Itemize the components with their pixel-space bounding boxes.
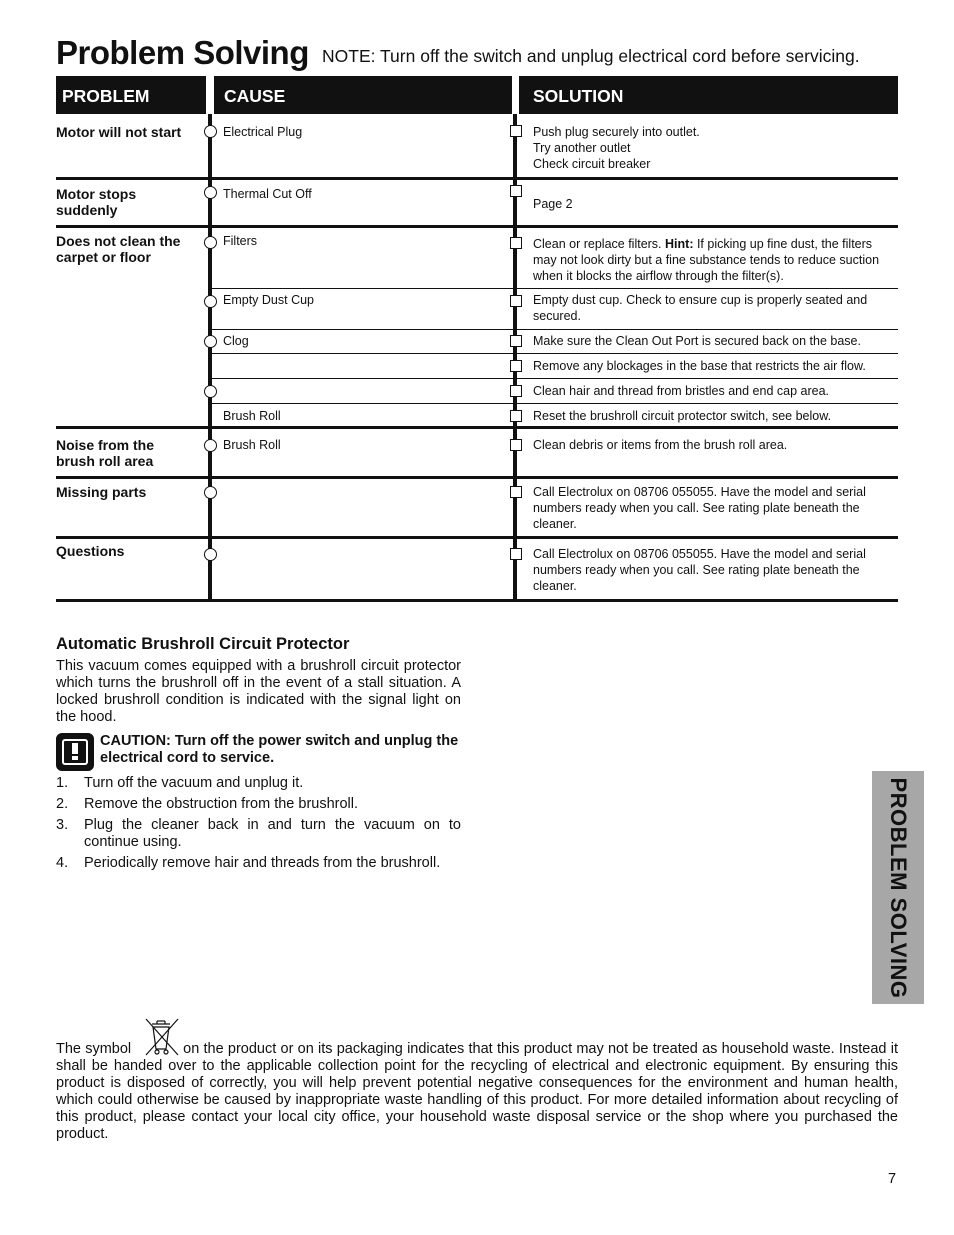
solution-cell: Remove any blockages in the base that restricts the air flow. xyxy=(533,359,866,373)
solution-cell: Reset the brushroll circuit protector switch, see below. xyxy=(533,409,832,423)
solution-square-marker xyxy=(510,335,522,347)
cause-circle-marker xyxy=(204,335,217,348)
list-item: 4. Periodically remove hair and threads from the brushroll. xyxy=(56,855,441,871)
row-divider xyxy=(56,536,898,539)
problem-cell: Does not clean the carpet or floor xyxy=(56,233,181,265)
header-problem: PROBLEM xyxy=(56,76,206,114)
solution-square-marker xyxy=(510,439,522,451)
solution-text: Clean or replace filters. xyxy=(533,237,666,251)
row-divider xyxy=(56,225,898,228)
weee-notice xyxy=(56,1041,898,1143)
cause-circle-marker xyxy=(204,548,217,561)
page-number: 7 xyxy=(888,1171,897,1187)
solution-square-marker xyxy=(510,237,522,249)
cause-circle-marker xyxy=(204,295,217,308)
header-cause: CAUSE xyxy=(214,76,512,114)
problem-cell: Missing parts xyxy=(56,484,147,500)
sub-row-divider xyxy=(212,329,898,330)
hint-label: Hint: xyxy=(665,237,694,251)
solution-cell: Call Electrolux on 08706 055055. Have the model and serial numbers ready when you call. See rating plate beneath the cleaner. xyxy=(533,547,866,593)
problem-cell: Motor will not start xyxy=(56,124,182,140)
header-solution: SOLUTION xyxy=(519,76,898,114)
cause-cell: Brush Roll xyxy=(223,409,281,423)
section-heading: Automatic Brushroll Circuit Protector xyxy=(56,635,350,653)
section-paragraph: This vacuum comes equipped with a brushroll circuit protector which turns the brushroll off in the event of a stall situation. A locked brushroll condition is indicated with the signal light on the hood. xyxy=(56,658,461,725)
list-item: 2. Remove the obstruction from the brushroll. xyxy=(56,796,359,812)
cause-circle-marker xyxy=(204,385,217,398)
weee-lead: The symbol xyxy=(56,1041,132,1057)
solution-cell: Empty dust cup. Check to ensure cup is properly seated and secured. xyxy=(533,293,868,323)
row-divider xyxy=(56,177,898,180)
sub-row-divider xyxy=(212,403,898,404)
solution-square-marker xyxy=(510,486,522,498)
cause-cell: Empty Dust Cup xyxy=(223,293,315,307)
page-title: Problem Solving xyxy=(56,34,309,71)
safety-note: NOTE: Turn off the switch and unplug electrical cord before servicing. xyxy=(322,46,860,66)
row-divider xyxy=(56,426,898,429)
row-divider xyxy=(56,476,898,479)
problem-cell: Motor stops suddenly xyxy=(56,186,137,218)
solution-square-marker xyxy=(510,548,522,560)
solution-cell: Push plug securely into outlet. Try another outlet Check circuit breaker xyxy=(533,125,700,171)
problem-cell: Noise from the brush roll area xyxy=(56,437,155,469)
solution-cell: Clean hair and thread from bristles and end cap area. xyxy=(533,384,830,398)
cause-cell: Clog xyxy=(223,334,249,348)
cause-cell: Electrical Plug xyxy=(223,125,303,139)
warning-icon xyxy=(56,733,94,771)
solution-square-marker xyxy=(510,295,522,307)
list-item: 1. Turn off the vacuum and unplug it. xyxy=(56,775,304,791)
weee-text: on the product or on its packaging indicates that this product may not be treated as household waste. Instead it shall be handed over to the applicable collection point for the recycling of electrical and electronic equipment. By ensuring this product is disposed of correctly, you will help prevent potential negative consequences for the environment and human health, which could otherwise be caused by inappropriate waste handling of this product. For more detailed information about recycling of this product, please contact your local city office, your household waste disposal service or the shop where you purchased the product. xyxy=(56,1041,898,1142)
cause-cell: Thermal Cut Off xyxy=(223,187,312,201)
sub-row-divider xyxy=(212,353,898,354)
cause-cell: Filters xyxy=(223,234,258,248)
solution-cell xyxy=(533,236,893,284)
solution-square-marker xyxy=(510,185,522,197)
solution-square-marker xyxy=(510,360,522,372)
list-item: 3. Plug the cleaner back in and turn the vacuum on to continue using. xyxy=(56,817,461,850)
table-bottom-rule xyxy=(56,599,898,602)
solution-cell: Call Electrolux on 08706 055055. Have the model and serial numbers ready when you call. See rating plate beneath the cleaner. xyxy=(533,485,866,531)
solution-cell: Make sure the Clean Out Port is secured back on the base. xyxy=(533,334,861,348)
solution-square-marker xyxy=(510,385,522,397)
caution-text: CAUTION: Turn off the power switch and unplug the electrical cord to service. xyxy=(100,733,459,766)
solution-cell: Page 2 xyxy=(533,197,573,211)
solution-square-marker xyxy=(510,125,522,137)
problem-cell: Questions xyxy=(56,543,125,559)
sub-row-divider xyxy=(212,288,898,289)
cause-circle-marker xyxy=(204,125,217,138)
solution-cell: Clean debris or items from the brush roll area. xyxy=(533,438,788,452)
cause-circle-marker xyxy=(204,439,217,452)
steps-list xyxy=(56,775,461,876)
solution-text: If picking up fine dust, the filters may not look dirty but a fine substance tends to reduce suction when it blocks the airflow through the filter(s). xyxy=(533,237,880,283)
solution-square-marker xyxy=(510,410,522,422)
cause-circle-marker xyxy=(204,236,217,249)
sub-row-divider xyxy=(212,378,898,379)
cause-circle-marker xyxy=(204,486,217,499)
side-tab: PROBLEM SOLVING xyxy=(872,771,924,1004)
cause-cell: Brush Roll xyxy=(223,438,281,452)
cause-circle-marker xyxy=(204,186,217,199)
